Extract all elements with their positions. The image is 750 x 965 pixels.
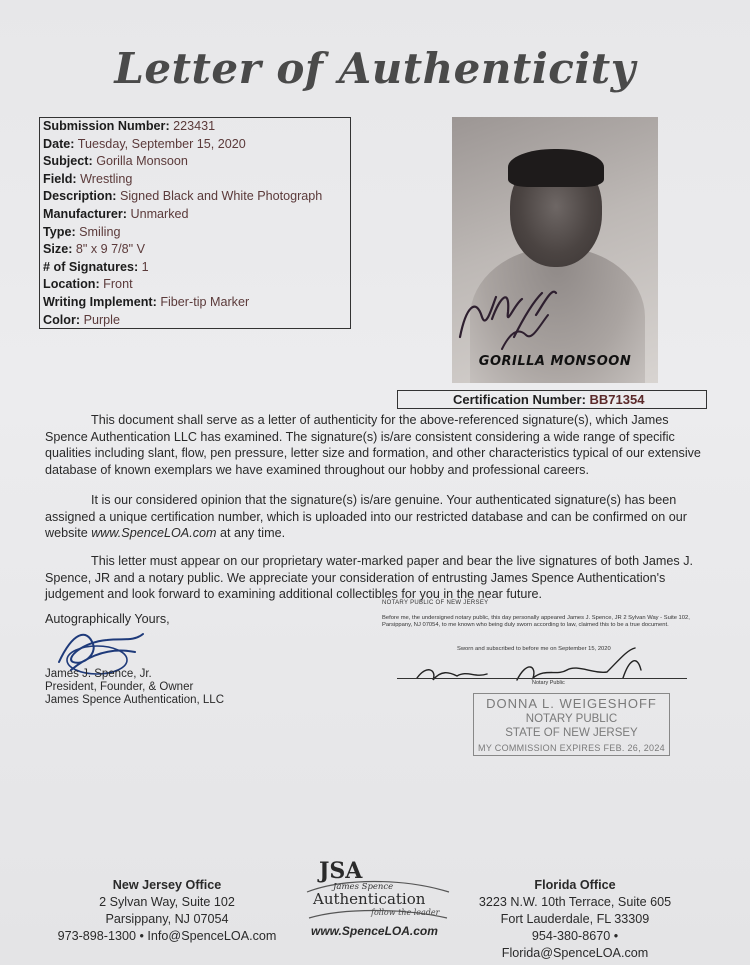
detail-row-subject <box>43 153 350 171</box>
paragraph-opinion <box>45 492 705 542</box>
notary-statement: Before me, the undersigned notary public, this day personally appeared James J. Spence, JR 2 Sylvan Way - Suite 102, Parsippany, NJ 07054, to me known who being duly sworn according to law, claimed this to be a true document. <box>382 615 690 628</box>
detail-label: Size: <box>43 242 73 257</box>
certification-label: Certification Number: <box>453 392 586 407</box>
notary-header: NOTARY PUBLIC OF NEW JERSEY <box>382 600 489 606</box>
jsa-logo <box>303 860 453 945</box>
office-heading: New Jersey Office <box>112 878 222 892</box>
detail-value: Smiling <box>79 224 121 239</box>
detail-label: Subject: <box>43 154 93 169</box>
detail-value: Unmarked <box>130 206 189 221</box>
stamp-line-1: NOTARY PUBLIC <box>525 712 618 725</box>
logo-website[interactable]: www.SpenceLOA.com <box>311 924 438 938</box>
florida-office <box>460 877 690 962</box>
signer-name: James J. Spence, Jr. <box>45 668 152 680</box>
logo-name: James Spence <box>333 882 394 892</box>
detail-label: Description: <box>43 189 117 204</box>
detail-label: # of Signatures: <box>43 259 139 274</box>
logo-word: Authentication <box>313 890 426 908</box>
detail-row-date <box>43 136 350 154</box>
paragraph-text: This letter must appear on our proprietary water-marked paper and bear the live signatures of both James J. Spence, JR and a notary public. We appreciate your consideration of entrusting James Spence Authentication's judgement and look forward to examining additional collectibles for you in the near future. <box>45 554 694 601</box>
detail-value: Gorilla Monsoon <box>96 154 188 169</box>
notary-block <box>382 600 702 686</box>
office-contact: 973-898-1300 • Info@SpenceLOA.com <box>57 929 277 943</box>
paragraph-text: This document shall serve as a letter of authenticity for the above-referenced signature(s), which James Spence Authentication LLC has examined. The signature(s) is/are consistent considering a wide range of specific qualities including slant, flow, pen pressure, letter size and formation, and other characteristics typical of our extensive database of known exemplars we have examined throughout our hobby and professional careers. <box>45 413 701 477</box>
paragraph-text: It is our considered opinion that the signature(s) is/are genuine. Your authenticated signature(s) has been assigned a unique certification number, which is uploaded into our restricted database and can be confirmed on our website <box>45 493 687 540</box>
detail-value: Tuesday, September 15, 2020 <box>77 136 246 151</box>
detail-row-type <box>43 224 350 242</box>
detail-row-description <box>43 188 350 206</box>
closing-text: Autographically Yours, <box>45 612 170 626</box>
office-contact: 954-380-8670 • Florida@SpenceLOA.com <box>501 929 649 960</box>
detail-label: Date: <box>43 136 75 151</box>
detail-value: 223431 <box>173 119 216 133</box>
page-title: Letter of Authenticity <box>114 44 636 93</box>
detail-value: Fiber-tip Marker <box>160 294 250 309</box>
detail-label: Type: <box>43 224 76 239</box>
logo-tagline: follow the leader <box>371 908 440 917</box>
detail-label: Location: <box>43 277 100 292</box>
detail-label: Color: <box>43 312 81 327</box>
office-address-line-1: 3223 N.W. 10th Terrace, Suite 605 <box>478 895 672 909</box>
photo-subject-hair <box>508 149 604 187</box>
autograph-signature <box>452 257 658 357</box>
office-heading: Florida Office <box>534 878 616 892</box>
website-link[interactable]: www.SpenceLOA.com <box>91 526 217 540</box>
detail-row-color <box>43 312 350 330</box>
detail-row-signature-count <box>43 259 350 277</box>
detail-row-writing-implement <box>43 294 350 312</box>
office-address-line-1: 2 Sylvan Way, Suite 102 <box>99 895 235 909</box>
stamp-line-3: MY COMMISSION EXPIRES FEB. 26, 2024 <box>478 742 665 753</box>
detail-value: Signed Black and White Photograph <box>119 189 323 204</box>
detail-row-manufacturer <box>43 206 350 224</box>
certification-number: BB71354 <box>589 392 645 407</box>
logo-jsa: JSA <box>319 858 363 884</box>
detail-value: Front <box>103 277 133 292</box>
details-box <box>39 117 351 329</box>
detail-value: Purple <box>83 312 120 327</box>
signoff-block <box>45 612 365 706</box>
paragraph-authenticity <box>45 412 705 478</box>
detail-value: Wrestling <box>80 171 133 186</box>
detail-row-location <box>43 276 350 294</box>
paragraph-text: at any time. <box>216 526 286 540</box>
detail-value: 1 <box>141 259 149 274</box>
new-jersey-office <box>52 877 282 945</box>
notary-signature-line <box>397 678 687 679</box>
office-address-line-2: Parsippany, NJ 07054 <box>105 912 229 926</box>
certification-number-box <box>397 390 707 409</box>
photo-caption: GORILLA MONSOON <box>478 354 632 369</box>
signer-company: James Spence Authentication, LLC <box>45 694 225 706</box>
notary-public-label: Notary Public <box>532 680 565 686</box>
detail-row-submission-number <box>43 118 350 136</box>
paragraph-requirements <box>45 553 705 603</box>
notary-sworn-date: Sworn and subscribed to before me on September 15, 2020 <box>457 646 611 652</box>
notary-stamp <box>473 693 670 756</box>
signed-photograph <box>452 117 658 383</box>
detail-label: Manufacturer: <box>43 206 127 221</box>
detail-row-size <box>43 241 350 259</box>
signer-role: President, Founder, & Owner <box>45 681 194 693</box>
detail-label: Field: <box>43 171 77 186</box>
detail-value: 8" x 9 7/8" V <box>75 242 146 257</box>
detail-label: Submission Number: <box>43 119 170 133</box>
stamp-name: DONNA L. WEIGESHOFF <box>486 696 657 711</box>
detail-row-field <box>43 171 350 189</box>
office-address-line-2: Fort Lauderdale, FL 33309 <box>500 912 650 926</box>
detail-label: Writing Implement: <box>43 294 157 309</box>
stamp-line-2: STATE OF NEW JERSEY <box>505 727 638 739</box>
